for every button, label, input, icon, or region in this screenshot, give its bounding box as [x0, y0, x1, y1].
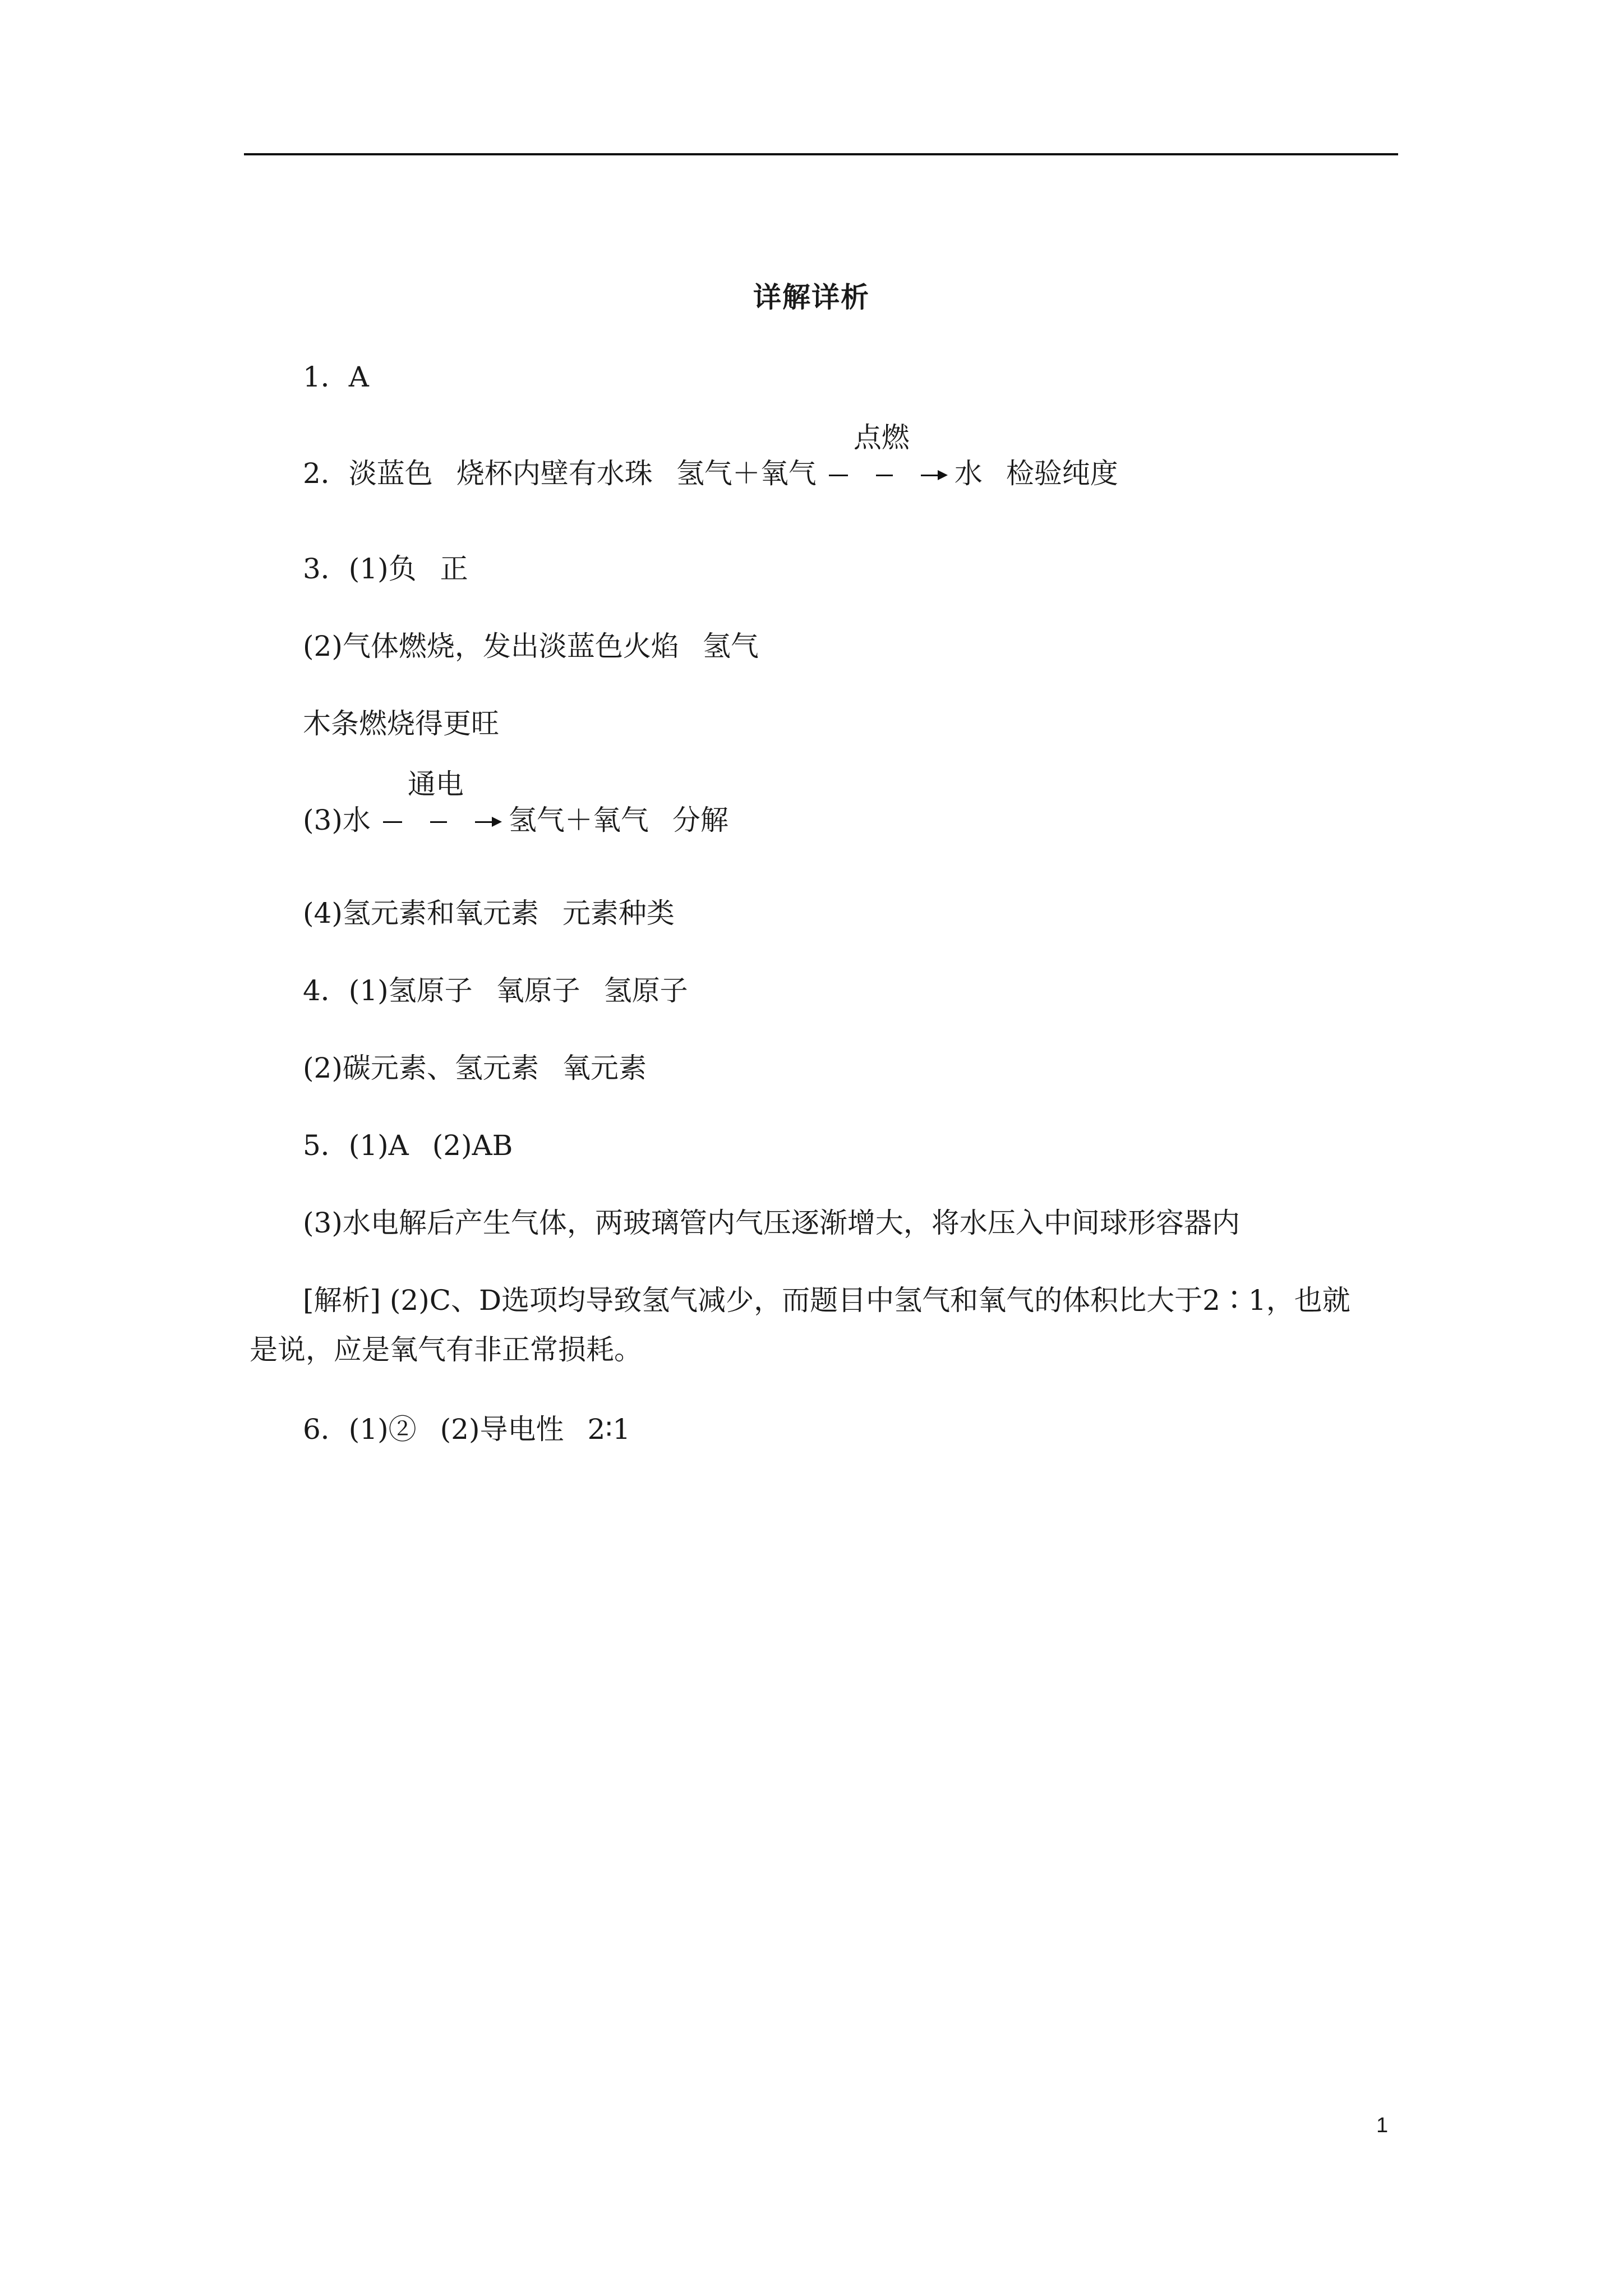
answer-3-3: (3)水 通电 氢气＋氧气 分解 — [303, 802, 728, 838]
reaction-arrow — [380, 768, 503, 838]
header-rule — [244, 153, 1398, 155]
answer-6: 6．(1)② (2)导电性 2∶1 — [303, 1413, 631, 1446]
answer-3-1: 3．(1)负 正 — [303, 553, 468, 585]
answer-2: 2．淡蓝色 烧杯内壁有水珠 氢气＋氧气 点燃 水 检验纯度 — [303, 455, 1118, 491]
answer-5-analysis-cont: 是说，应是氧气有非正常损耗。 — [250, 1333, 642, 1366]
reaction-arrow — [826, 421, 949, 491]
reaction-condition: 点燃 — [853, 421, 910, 454]
answer-3-2-cont: 木条燃烧得更旺 — [303, 707, 499, 740]
arrow-head-icon — [938, 470, 948, 480]
answer-4-2: (2)碳元素、氢元素 氧元素 — [303, 1052, 647, 1084]
reaction-condition: 通电 — [407, 768, 464, 800]
answer-1: 1．A — [303, 361, 369, 393]
answer-5-1: 5．(1)A (2)AB — [303, 1129, 513, 1162]
answer-3-4: (4)氢元素和氧元素 元素种类 — [303, 897, 675, 930]
answer-4-1: 4．(1)氢原子 氧原子 氢原子 — [303, 974, 688, 1007]
page-title: 详解详析 — [753, 280, 870, 314]
answer-3-2: (2)气体燃烧，发出淡蓝色火焰 氢气 — [303, 630, 759, 662]
answer-5-3: (3)水电解后产生气体，两玻璃管内气压逐渐增大，将水压入中间球形容器内 — [303, 1207, 1240, 1239]
arrow-head-icon — [492, 817, 502, 827]
page-number: 1 — [1376, 2114, 1389, 2137]
answer-5-analysis: [解析] (2)C、D选项均导致氢气减少，而题目中氢气和氧气的体积比大于2∶1，也就 — [303, 1284, 1350, 1317]
